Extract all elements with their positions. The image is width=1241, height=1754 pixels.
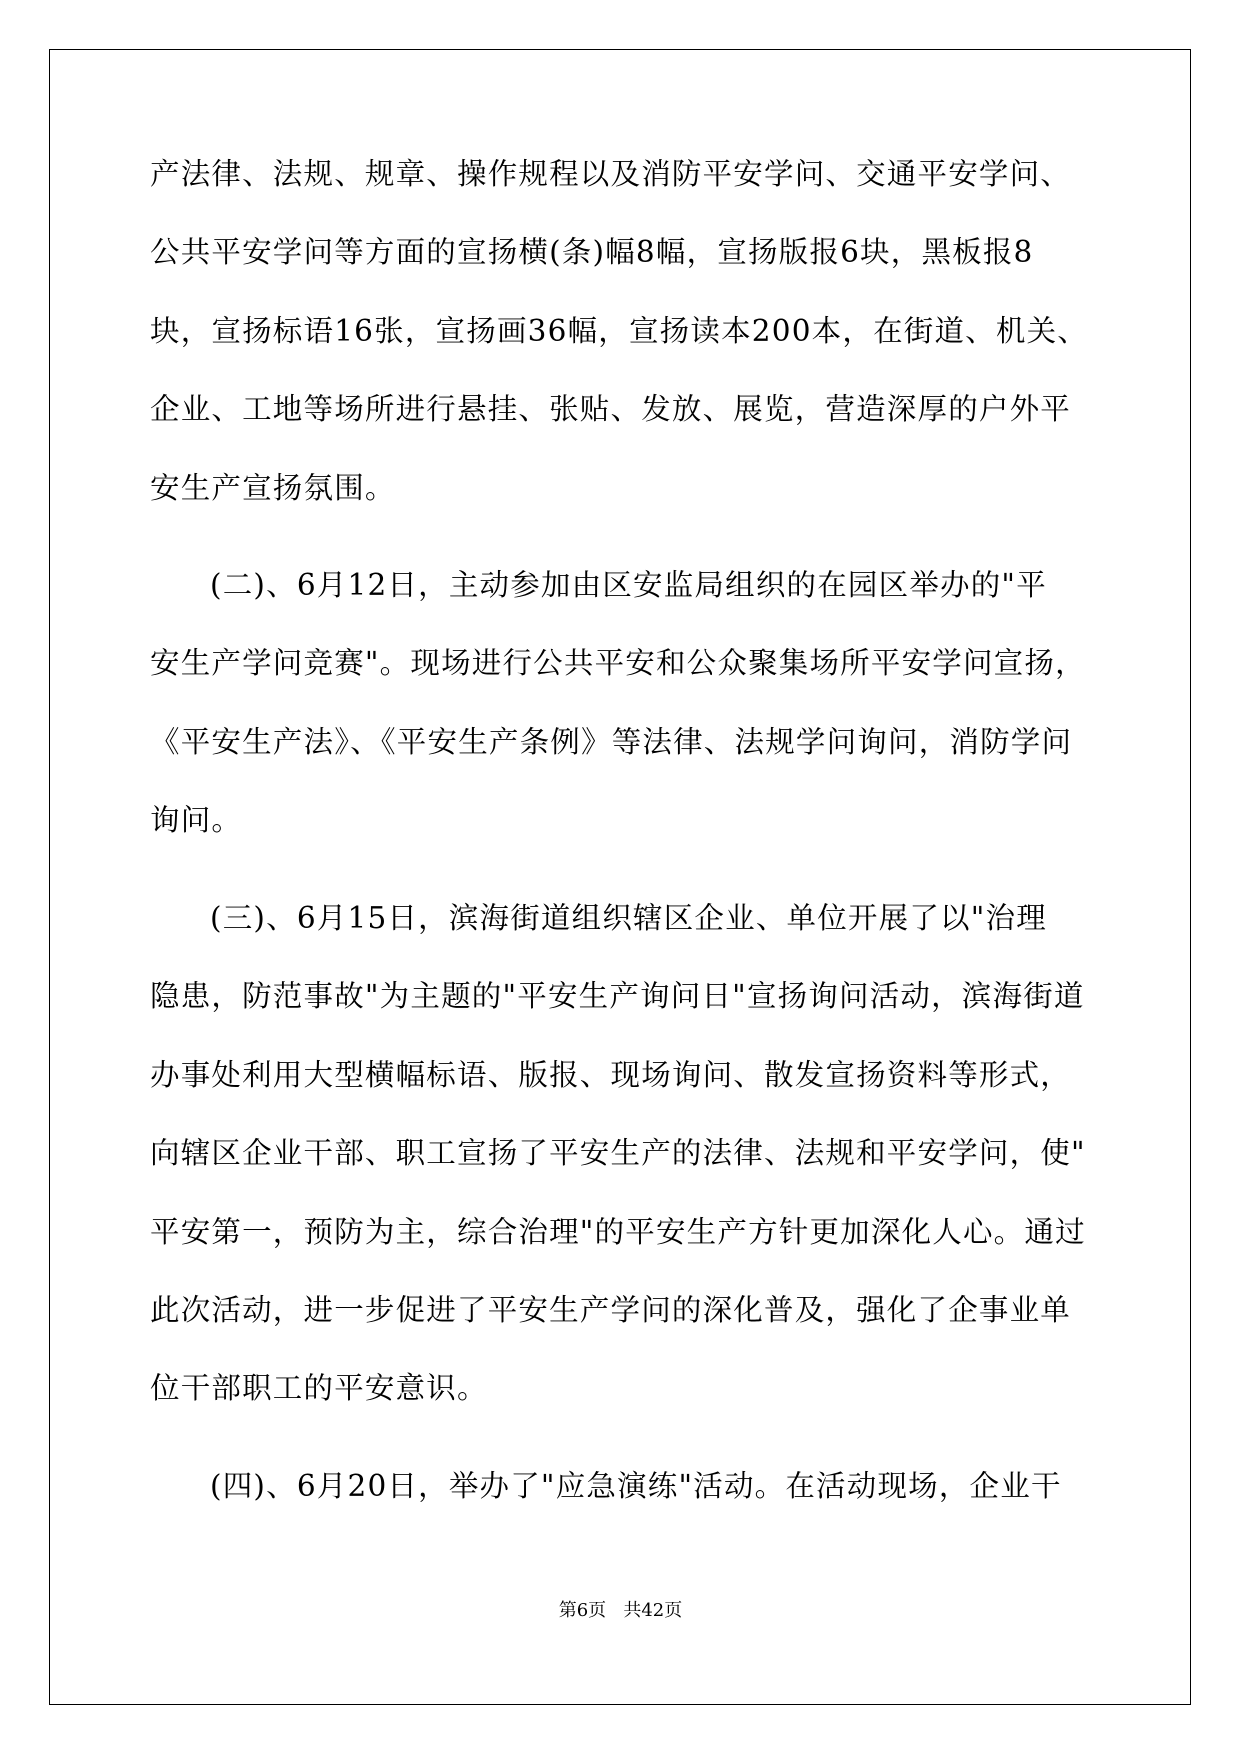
text-line: 位干部职工的平安意识。 (150, 1371, 488, 1405)
text-line: 《平安生产法》、《平安生产条例》等法律、法规学问询问，消防学问 (150, 725, 1073, 759)
text-line: 平安第一，预防为主，综合治理"的平安生产方针更加深化人心。通过 (150, 1215, 1086, 1249)
text-line: 询问。 (150, 803, 243, 837)
text-line: 办事处利用大型横幅标语、版报、现场询问、散发宣扬资料等形式， (150, 1058, 1072, 1092)
text-line: 向辖区企业干部、职工宣扬了平安生产的法律、法规和平安学问，使" (150, 1136, 1086, 1170)
text-line: (三)、6月15日，滨海街道组织辖区企业、单位开展了以"治理 (210, 901, 1047, 935)
page-border (49, 49, 1191, 1705)
text-line: (四)、6月20日，举办了"应急演练"活动。在活动现场，企业干 (210, 1469, 1062, 1503)
text-line: 产法律、法规、规章、操作规程以及消防平安学问、交通平安学问、 (150, 157, 1072, 191)
text-line: 块，宣扬标语16张，宣扬画36幅，宣扬读本200本，在街道、机关、 (150, 314, 1088, 348)
text-line: (二)、6月12日，主动参加由区安监局组织的在园区举办的"平 (210, 568, 1047, 602)
text-line: 安生产学问竞赛"。现场进行公共平安和公众聚集场所平安学问宣扬， (150, 646, 1086, 680)
text-line: 企业、工地等场所进行悬挂、张贴、发放、展览，营造深厚的户外平 (150, 392, 1072, 426)
text-line: 此次活动，进一步促进了平安生产学问的深化普及，强化了企事业单 (150, 1293, 1072, 1327)
text-line: 隐患，防范事故"为主题的"平安生产询问日"宣扬询问活动，滨海街道 (150, 979, 1085, 1013)
text-line: 公共平安学问等方面的宣扬横(条)幅8幅，宣扬版报6块，黑板报8 (150, 235, 1034, 269)
page-number-footer: 第6页 共42页 (558, 1600, 683, 1621)
text-line: 安生产宣扬氛围。 (150, 471, 396, 505)
